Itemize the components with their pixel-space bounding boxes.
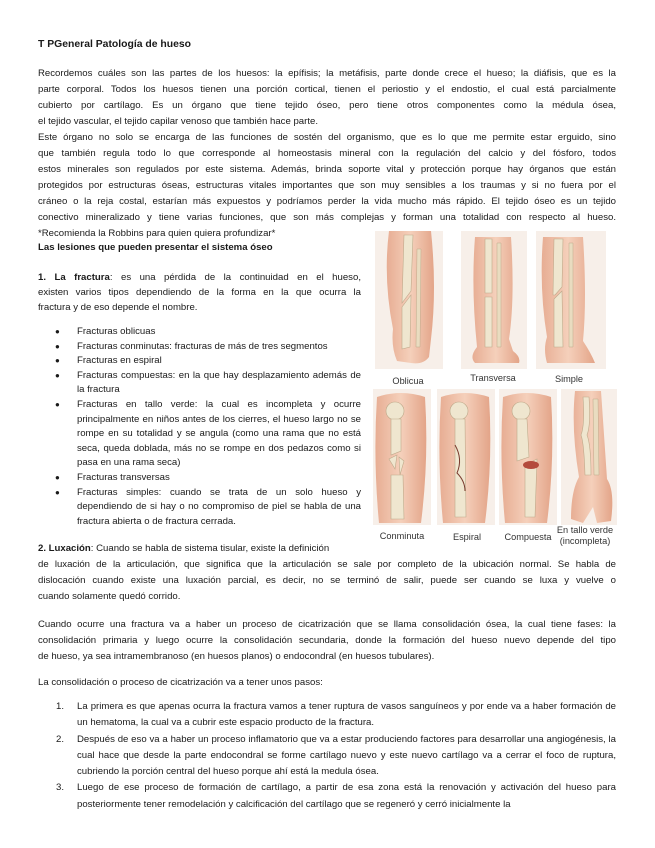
luxacion-line: de luxación de la articulación, que significa que la articulación se sale por completo de la ubicación normal. Se habla de [38, 559, 616, 570]
intro-line: estos minerales son regulados por este sistema. Además, brinda soporte vital y protección porque hay órganos que están [38, 164, 616, 175]
transverse-fracture-image [461, 231, 527, 369]
step-text: Luego de ese proceso de formación de cartílago, a partir de esa zona está la renovación y activación del hueso para posteriormente tener remodelación y calcificación del cartílago que se regeneró y cerró inicialmente la [77, 782, 616, 810]
document-title: T PGeneral Patología de hueso [38, 39, 192, 50]
list-item: ● Fracturas en espiral [38, 354, 361, 369]
figure-label: Compuesta [504, 532, 552, 542]
oblique-fracture-image [375, 231, 443, 369]
intro-line: cráneo o la reja costal, estarían más expuestos y podríamos perder la vida mucho más rápido. El tejido óseo es un tejido [38, 196, 616, 207]
intro-line: parte corporal. Todos los huesos tienen una porción cortical, tienen el periostio y el endostio, el cual está parcialmente [38, 84, 616, 95]
healing-steps-list [38, 699, 616, 813]
intro-line: que también regula todo lo que corresponde al homeostasis mineral con la regulación del calcio y del fósforo, todos [38, 148, 616, 159]
intro-note: *Recomienda la Robbins para quien quiera profundizar* [38, 228, 276, 239]
list-item: ● Fracturas oblicuas [38, 325, 361, 340]
step-text: La primera es que apenas ocurra la fractura vamos a tener ruptura de vasos sanguíneos y por ende va a haber formación de un hematoma, la cual va a cubrir este espacio producto de la fractura. [77, 701, 616, 729]
spiral-fracture-image [437, 389, 495, 525]
comminuted-fracture-image [373, 389, 431, 525]
fractura-line: fractura y de eso depende el nombre. [38, 302, 198, 313]
step-text: Después de eso va a haber un proceso inflamatorio que va a estar produciendo factores para desarrollar una angiogénesis, la cual hace que desde la parte endocondral se forme cartílago nuevo y este nuevo cartílago va a cerrar el foco de ruptura, cubriendo la porción central del hueso porque ahí está la medula ósea. [77, 733, 616, 778]
fracture-types-illustration [371, 229, 619, 551]
fractura-label: 1. La fractura [38, 272, 110, 283]
simple-fracture-image [536, 231, 606, 369]
figure-label: Conminuta [379, 531, 425, 541]
step-number: 2. [56, 733, 65, 745]
figure-label: (incompleta) [559, 536, 611, 546]
list-item: ● Fracturas en tallo verde: la cual es incompleta y ocurre principalmente en niños antes de los cierres, el hueso largo no se rompe en su totalidad y se angula (como una rama que no está seca, queda doblada, más no se rompe en dos pedazos como si pasa en una rama seca) [38, 398, 361, 471]
intro-line: Este órgano no solo se encarga de las funciones de sostén del organismo, que es lo que me permite estar erguido, sino [38, 132, 616, 143]
intro-line: conectivo mineralizado y tiene varias funciones, que son más complejas y forman una totalidad con respecto al hueso. [38, 212, 616, 223]
luxacion-label: 2. Luxación [38, 543, 91, 554]
greenstick-fracture-image [561, 389, 617, 525]
compound-fracture-image [499, 389, 557, 525]
list-item: ● Fracturas conminutas: fracturas de más de tres segmentos [38, 340, 361, 355]
intro-line: protegidos por estructuras óseas, estructuras vitales importantes que son muy sensibles a los traumas y si no fuera por el [38, 180, 616, 191]
intro-line: Recordemos cuáles son las partes de los huesos: la epífisis; la metáfisis, parte donde crece el hueso; la diáfisis, que es la [38, 68, 616, 79]
consolidacion-line: de hueso, ya sea intramembranoso (en huesos planos) o endocondral (en huesos tubulares). [38, 651, 435, 662]
luxacion-line [38, 541, 363, 557]
fractura-line [38, 270, 361, 286]
list-item [38, 780, 616, 813]
luxacion-text: : Cuando se habla de sistema tisular, existe la definición [90, 543, 330, 554]
figure-label: Transversa [470, 373, 516, 383]
list-item [38, 732, 616, 781]
steps-intro: La consolidación o proceso de cicatrización va a tener unos pasos: [38, 677, 323, 688]
step-number: 1. [56, 701, 65, 712]
luxacion-line: cuando solamente quedó corrido. [38, 591, 181, 602]
intro-line: el tejido vascular, el tejido capilar venoso que también hace parte. [38, 116, 318, 127]
list-item: ● Fracturas transversas [38, 471, 361, 486]
intro-line: cubierto por cartílago. Es un órgano que tiene tejido óseo, pero tiene otros componentes como la médula ósea, [38, 100, 616, 111]
list-item: ● Fracturas compuestas: en la que hay desplazamiento además de la fractura [38, 369, 361, 398]
consolidacion-line: Cuando ocurre una fractura va a haber un proceso de cicatrización que se llama consolidación ósea, la cual tiene fases: la [38, 619, 616, 630]
figure-label: Oblicua [392, 376, 424, 386]
figure-label: En tallo verde [556, 525, 614, 535]
list-item [38, 699, 616, 732]
figure-label: Espiral [452, 532, 482, 542]
fracture-types-list [38, 325, 361, 529]
step-number: 3. [56, 782, 65, 794]
fractura-text: : es una pérdida de la continuidad en el hueso, [109, 272, 361, 283]
fracture-illustration-svg [371, 229, 619, 551]
luxacion-line: dislocación cuando existe una luxación parcial, es decir, no se terminó de salir, puede ser cuando se luxa y vuelve o [38, 575, 616, 586]
section-heading: Las lesiones que pueden presentar el sistema óseo [38, 242, 273, 253]
figure-label: Simple [554, 374, 584, 384]
consolidacion-line: consolidación primaria y luego ocurre la consolidación secundaria, donde la formación del hueso nuevo depende del tipo [38, 635, 616, 646]
fractura-line: existen varios tipos dependiendo de la forma en la que ocurra la [38, 287, 361, 298]
list-item: ● Fracturas simples: cuando se trata de un solo hueso y dependiendo de si hay o no compromiso de piel se habla de una fractura abierta o de fractura cerrada. [38, 486, 361, 530]
